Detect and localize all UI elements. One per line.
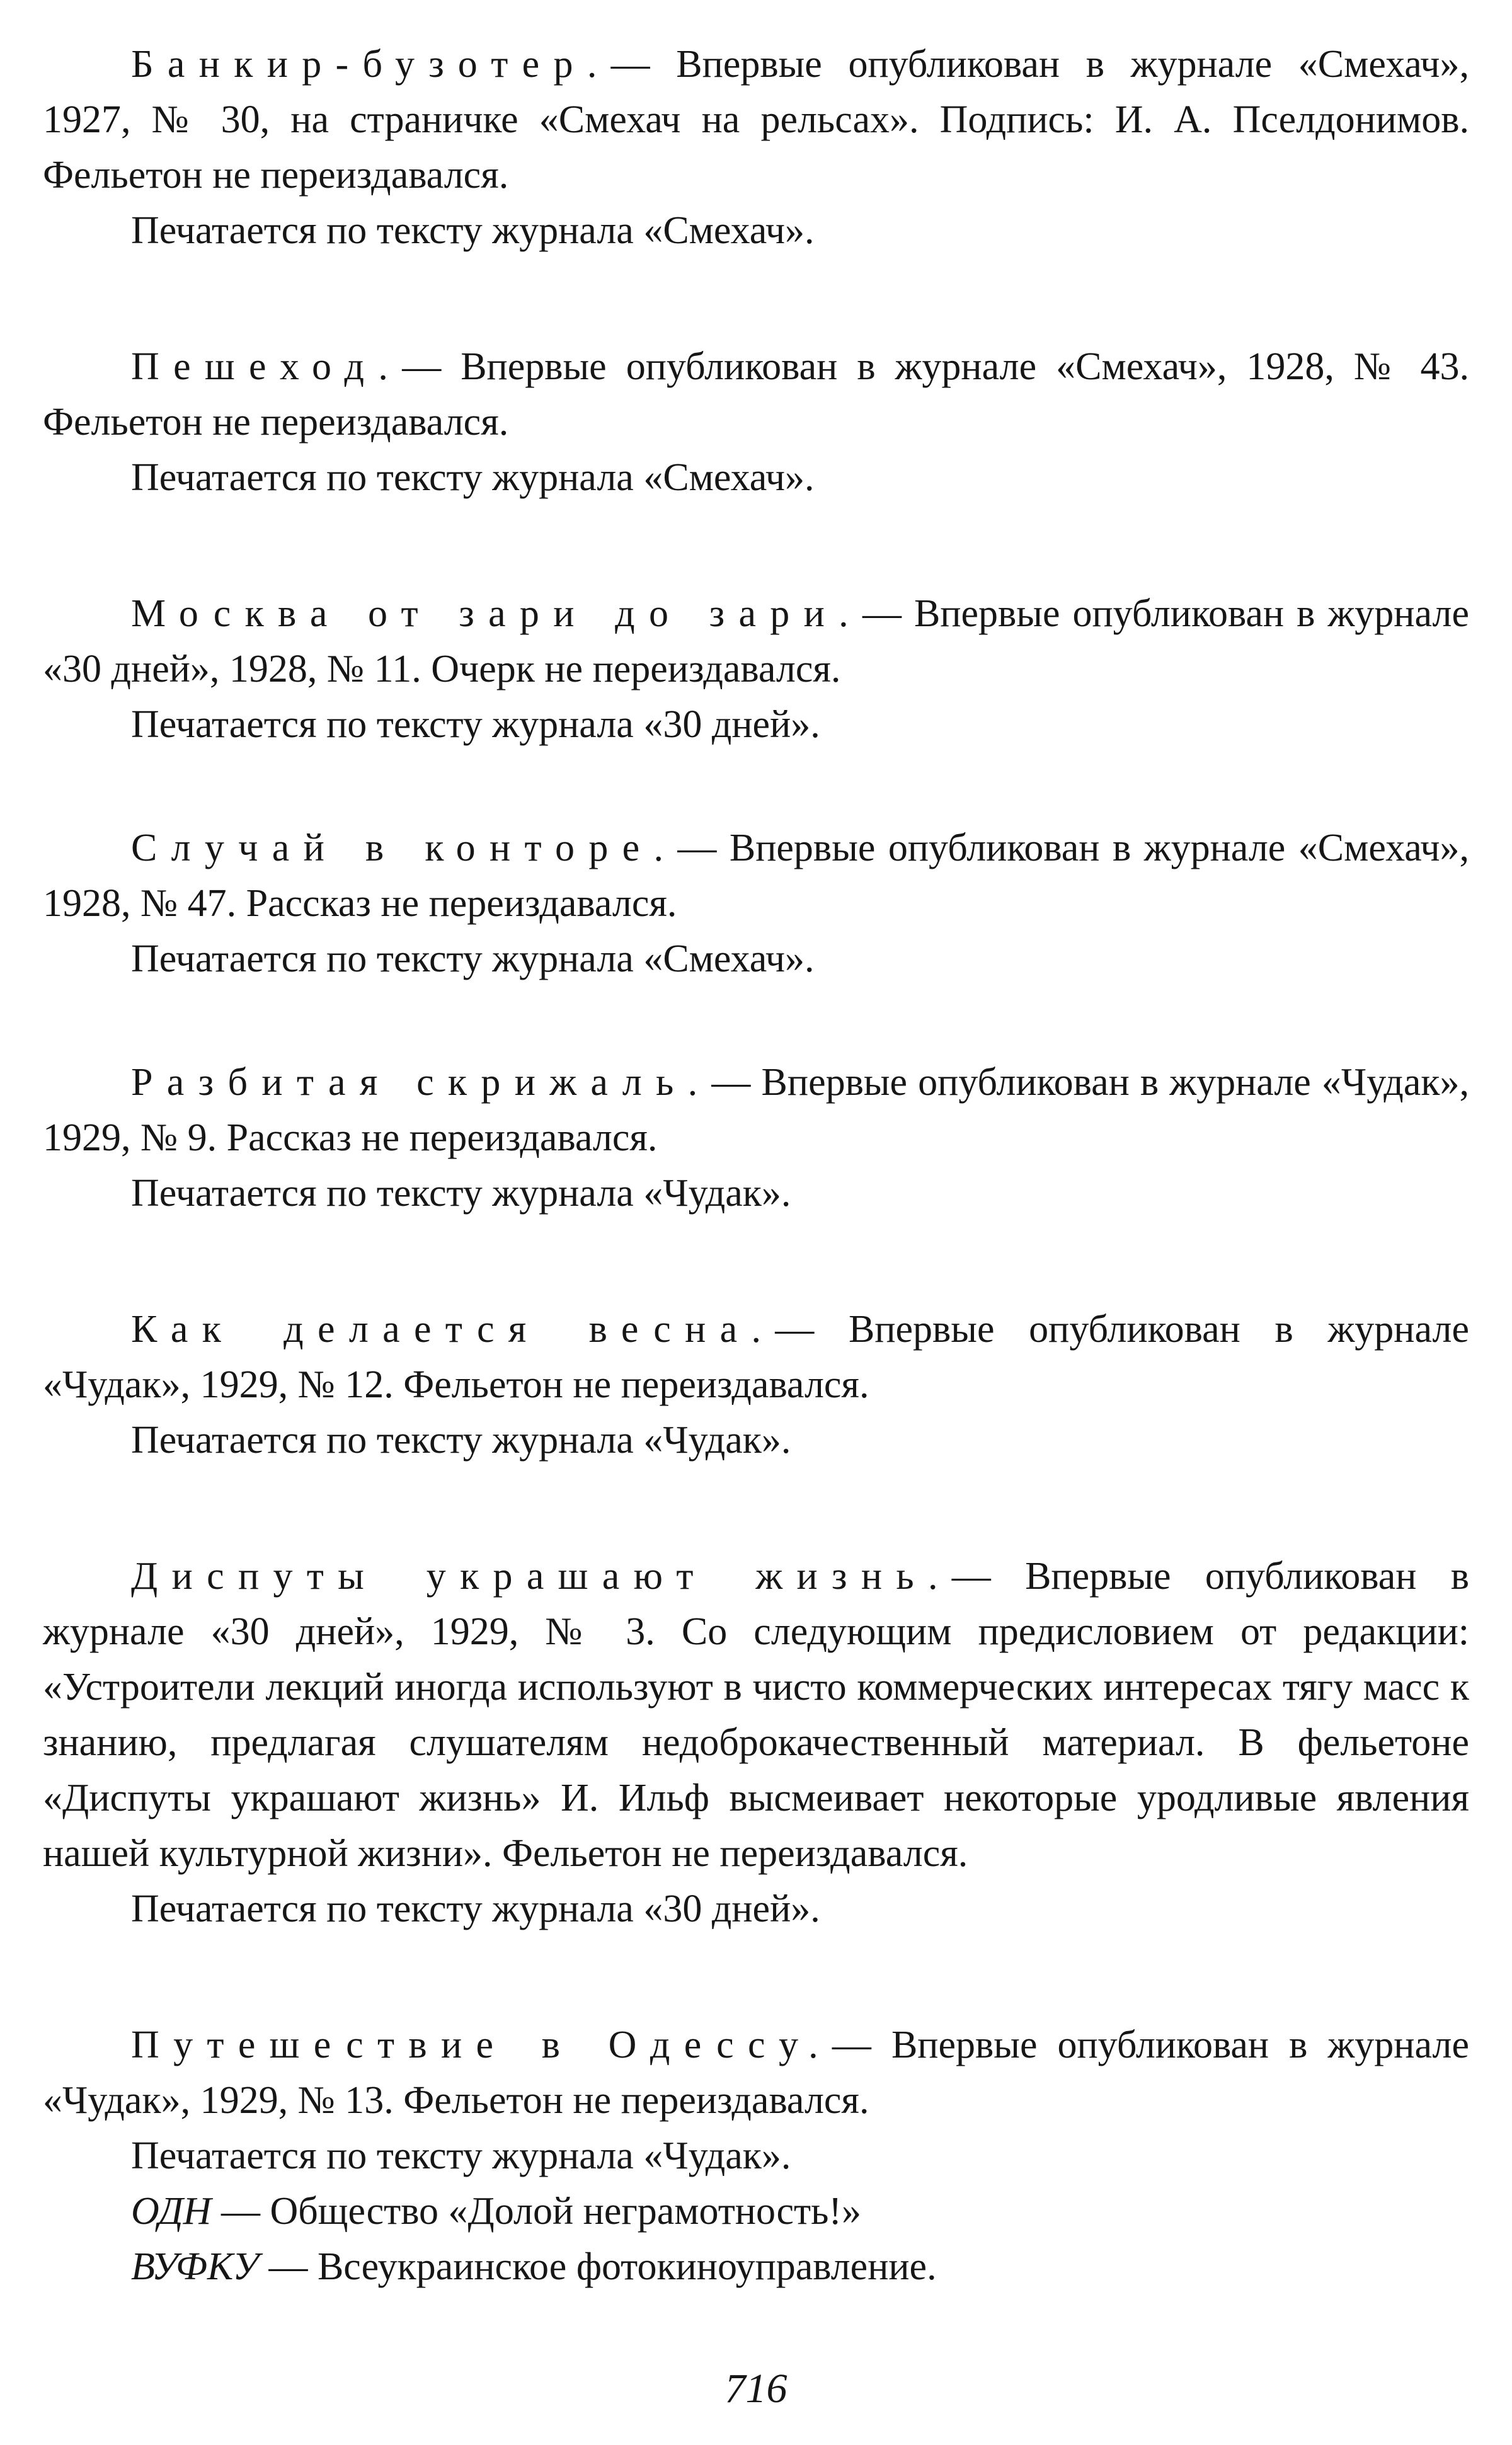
note-text: — Впервые опубликован в журнале «Чудак», 1929, № 9. Рассказ не переиздавался. (43, 1061, 1469, 1159)
work-title: Как делается весна. (131, 1308, 776, 1351)
work-title: Разбитая скрижаль. (131, 1061, 712, 1104)
note-text: — Впервые опубликован в журнале «30 дней», 1929, № 3. Со следующим предисловием от редакции: «Устроители лекций иногда используют в чисто коммерческих интересах тягу масс к знанию, предлагая слушателям недоброкачественный материал. В фельетоне «Диспуты украшают жизнь» И. Ильф высмеивает некоторые уродливые явления нашей культурной жизни». Фельетон не переиздавался. (43, 1555, 1469, 1875)
note-source: Печатается по тексту журнала «Смехач». (131, 209, 815, 252)
note-paragraph (43, 820, 1469, 931)
note-paragraph (43, 339, 1469, 450)
note-entry (43, 586, 1469, 752)
abbreviation-term: ВУФКУ (131, 2245, 259, 2288)
work-title: Путешествие в Одессу. (131, 2024, 832, 2066)
note-paragraph (43, 1549, 1469, 1881)
note-entry (43, 2017, 1469, 2294)
note-entry (43, 37, 1469, 258)
work-title: Банкир-бузотер. (131, 43, 611, 86)
note-source: Печатается по тексту журнала «Чудак». (131, 2134, 791, 2177)
abbreviation-definition: — Общество «Долой неграмотность!» (211, 2190, 862, 2233)
note-paragraph (43, 37, 1469, 203)
note-entry (43, 1055, 1469, 1221)
note-source: Печатается по тексту журнала «30 дней». (131, 1887, 820, 1930)
abbreviation-term: ОДН (131, 2190, 212, 2233)
page-number: 716 (724, 2366, 788, 2412)
work-title: Пешеход. (131, 345, 403, 388)
note-paragraph (43, 586, 1469, 697)
work-title: Москва от зари до зари. (131, 592, 862, 635)
note-entry (43, 820, 1469, 987)
note-paragraph (43, 2017, 1469, 2128)
work-title: Диспуты украшают жизнь. (131, 1555, 952, 1598)
note-source: Печатается по тексту журнала «Смехач». (131, 937, 815, 980)
notes-page (43, 37, 1469, 2294)
note-source: Печатается по тексту журнала «Чудак». (131, 1172, 791, 1215)
abbreviation-line (43, 2239, 1469, 2294)
abbreviation-line (43, 2184, 1469, 2239)
abbreviation-definition: — Всеукраинское фотокиноуправление. (258, 2245, 937, 2288)
note-text: — Впервые опубликован в журнале «Чудак», 1929, № 13. Фельетон не переиздавался. (43, 2024, 1469, 2122)
note-entry (43, 1549, 1469, 1937)
note-source: Печатается по тексту журнала «30 дней». (131, 703, 820, 746)
note-text: — Впервые опубликован в журнале «30 дней», 1928, № 11. Очерк не переиздавался. (43, 592, 1469, 690)
note-text: — Впервые опубликован в журнале «Смехач», 1927, № 30, на страничке «Смехач на рельсах». Подпись: И. А. Пселдонимов. Фельетон не переиздавался. (43, 43, 1469, 197)
note-paragraph (43, 1302, 1469, 1412)
note-entry (43, 339, 1469, 505)
note-text: — Впервые опубликован в журнале «Чудак», 1929, № 12. Фельетон не переиздавался. (43, 1308, 1469, 1406)
note-entry (43, 1302, 1469, 1468)
work-title: Случай в конторе. (131, 827, 678, 869)
note-source: Печатается по тексту журнала «Смехач». (131, 456, 815, 499)
note-text: — Впервые опубликован в журнале «Смехач», 1928, № 43. Фельетон не переиздавался. (43, 345, 1469, 444)
note-source: Печатается по тексту журнала «Чудак». (131, 1419, 791, 1462)
note-text: — Впервые опубликован в журнале «Смехач», 1928, № 47. Рассказ не переиздавался. (43, 827, 1469, 925)
note-paragraph (43, 1055, 1469, 1165)
